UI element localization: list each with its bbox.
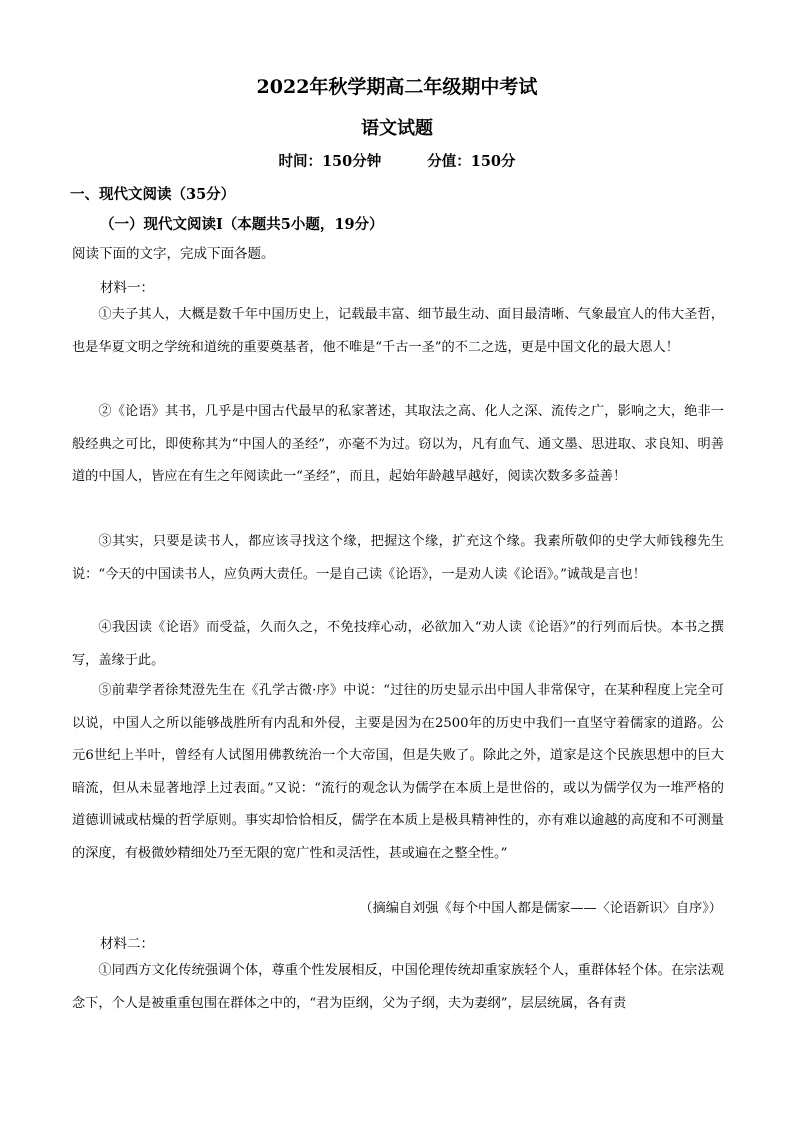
material-1-label: 材料一： [100, 280, 154, 296]
material-2-paragraph-1: ①同西方文化传统强调个体，尊重个性发展相反，中国伦理传统却重家族轻个人，重群体轻个体。在宗法观念下，个人是被重重包围在群体之中的，“君为臣纲，父为子纲，夫为妻纲”，层层统属，各有责 [72, 963, 724, 1011]
material-2-label: 材料二： [100, 936, 154, 952]
exam-title: 2022年秋学期高二年级期中考试 [256, 76, 538, 98]
material-1-source: （摘编自刘强《每个中国人都是儒家——〈论语新识〉自序》） [359, 901, 722, 916]
exam-meta [0, 150, 794, 171]
exam-score: 分值：150分 [427, 153, 516, 170]
subject-title: 语文试题 [361, 118, 433, 139]
material-1-paragraph-1: ①夫子其人，大概是数千年中国历史上，记载最丰富、细节最生动、面目最清晰、气象最宜人的伟大圣哲，也是华夏文明之学统和道统的重要奠基者，他不唯是“千古一圣”的不二之选，更是中国文化的最大恩人！ [72, 307, 724, 355]
section-heading: 一、现代文阅读（35分） [70, 186, 236, 203]
material-1-paragraph-3: ③其实，只要是读书人，都应该寻找这个缘，把握这个缘，扩充这个缘。我素所敬仰的史学大师钱穆先生说：“今天的中国读书人，应负两大责任。一是自己读《论语》，一是劝人读《论语》。”诚哉是言也！ [72, 534, 724, 582]
sub-section-heading: （一）现代文阅读Ⅰ（本题共5小题，19分） [100, 216, 384, 233]
reading-instruction: 阅读下面的文字，完成下面各题。 [72, 246, 275, 262]
material-1-paragraph-5: ⑤前辈学者徐梵澄先生在《孔学古微·序》中说：“过往的历史显示出中国人非常保守，在某种程度上完全可以说，中国人之所以能够战胜所有内乱和外侵，主要是因为在2500年的历史中我们一直坚守着儒家的道路。公元6世纪上半叶，曾经有人试图用佛教统治一个大帝国，但是失败了。除此之外，道家是这个民族思想中的巨大暗流，但从未显著地浮上过表面。”又说：“流行的观念认为儒学在本质上是世俗的，或以为儒学仅为一堆严格的道德训诫或枯燥的哲学原则。事实却恰恰相反，儒学在本质上是极具精神性的，亦有难以逾越的高度和不可测量的深度，有极微妙精细处乃至无限的宽广性和灵活性，甚或遍在之整全性。” [72, 683, 724, 861]
material-1-paragraph-4: ④我因读《论语》而受益，久而久之，不免技痒心动，必欲加入“劝人读《论语》”的行列而后快。本书之撰写，盖缘于此。 [72, 620, 724, 668]
material-1-paragraph-2: ②《论语》其书，几乎是中国古代最早的私家著述，其取法之高、化人之深、流传之广，影响之大，绝非一般经典之可比，即使称其为“中国人的圣经”，亦毫不为过。窃以为，凡有血气、通文墨、思进取、求良知、明善道的中国人，皆应在有生之年阅读此一“圣经”，而且，起始年龄越早越好，阅读次数多多益善！ [72, 404, 724, 484]
exam-time: 时间：150分钟 [278, 153, 382, 170]
